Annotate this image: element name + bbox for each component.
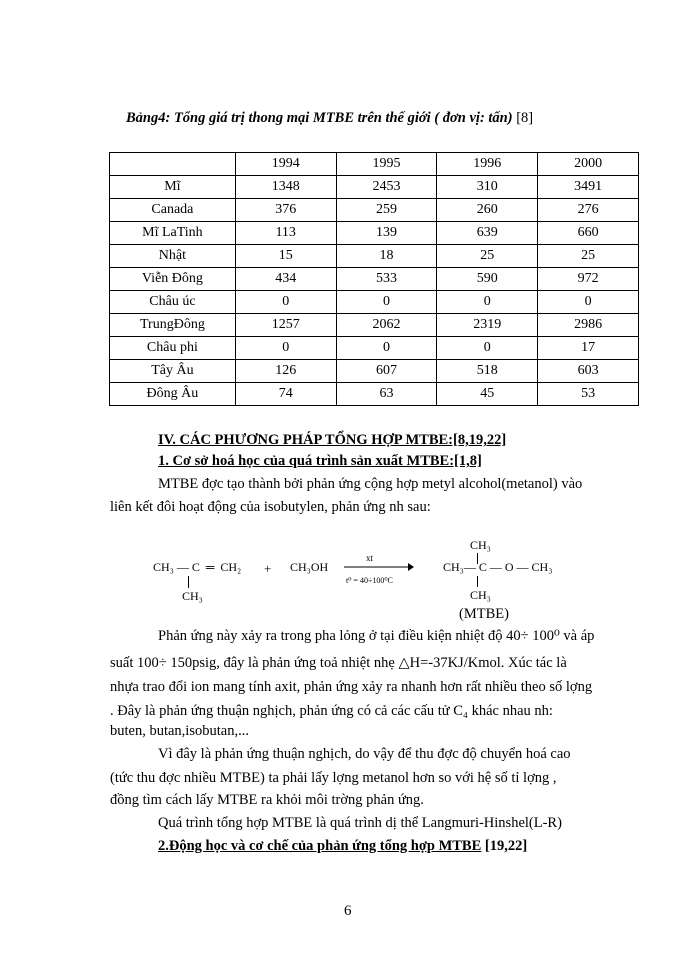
table-cell: 126 [235,360,336,383]
reactant-bond-line [188,576,189,588]
paragraph-2-line-1: Phản ứng này xảy ra trong pha lỏng ở tại điều kiện nhiệt độ 40÷ 100⁰ và áp [158,628,595,644]
table-cell: 533 [336,268,437,291]
product-methyl-bottom: CH₃ [470,588,491,602]
table-row-label: Canada [110,199,236,222]
table-cell: 639 [437,222,538,245]
table-row-label: Đông Âu [110,383,236,406]
reactant-methyl: CH₃ [182,589,203,603]
table-header-cell: 1995 [336,153,437,176]
plus-sign: + [264,561,272,576]
table-cell: 590 [437,268,538,291]
paragraph-3-line-3: đồng tìm cách lấy MTBE ra khỏi môi trờng phản ứng. [110,792,424,808]
table-cell: 660 [538,222,639,245]
table-header-cell: 1996 [437,153,538,176]
table-row-label: TrungĐông [110,314,236,337]
catalyst-label: xt [366,553,374,563]
table-row [110,245,639,268]
reactant-left: CH₃ — C [153,560,200,574]
table-cell: 17 [538,337,639,360]
table-cell: 0 [235,337,336,360]
double-bond: ═ [202,560,218,574]
table-cell: 434 [235,268,336,291]
subheading-kinetics-title: 2.Động học và cơ chế của phản ứng tổng hợp MTBE [158,838,482,854]
table-row [110,337,639,360]
paragraph-1-line-2: liên kết đôi hoạt động của isobutylen, phản ứng nh sau: [110,499,431,515]
reaction-condition: t⁰ = 40÷100⁰C [346,576,393,585]
table-cell: 1257 [235,314,336,337]
table-row [110,383,639,406]
table-cell: 139 [336,222,437,245]
table-row-label: Viễn Đông [110,268,236,291]
table-row [110,291,639,314]
table-row [110,199,639,222]
table-row-label: Châu úc [110,291,236,314]
reactant-methanol: CH₃OH [290,560,329,574]
table-cell: 607 [336,360,437,383]
reactant-isobutylene [153,560,241,575]
table-cell: 2986 [538,314,639,337]
table-cell: 63 [336,383,437,406]
subheading-kinetics [158,838,527,855]
table-row-label: Nhật [110,245,236,268]
table-cell: 25 [538,245,639,268]
paragraph-4: Quá trình tổng hợp MTBE là quá trình dị thể Langmuri-Hinshel(L-R) [158,815,562,831]
paragraph-2-line-5: buten, butan,isobutan,... [110,723,249,739]
table-cell: 0 [336,291,437,314]
table-row [110,360,639,383]
table-row-label: Châu phi [110,337,236,360]
mtbe-trade-table [109,152,639,406]
table-cell: 259 [336,199,437,222]
table-cell: 0 [437,337,538,360]
table-cell: 972 [538,268,639,291]
table-cell: 25 [437,245,538,268]
table-caption [126,110,533,127]
table-cell: 260 [437,199,538,222]
table-cell: 376 [235,199,336,222]
subheading-chemistry: 1. Cơ sở hoá học của quá trình sản xuất MTBE:[1,8] [158,453,482,469]
table-corner-cell [110,153,236,176]
table-row-label: Mĩ LaTinh [110,222,236,245]
paragraph-2-line-4: . Đây là phản ứng thuận nghịch, phản ứng có cả các cấu tử C₄ khác nhau nh: [110,703,553,719]
paragraph-3-line-1: Vì đây là phản ứng thuận nghịch, do vậy để thu đợc độ chuyển hoá cao [158,746,571,762]
table-cell: 2062 [336,314,437,337]
table-cell: 53 [538,383,639,406]
table-cell: 0 [235,291,336,314]
table-row [110,176,639,199]
table-cell: 0 [437,291,538,314]
subheading-kinetics-ref: [19,22] [484,838,528,854]
paragraph-2-line-3: nhựa trao đổi ion mang tính axit, phản ứng xảy ra nhanh hơn rất nhiều theo số lợng [110,679,593,695]
table-header-cell: 1994 [235,153,336,176]
table-cell: 0 [538,291,639,314]
product-mtbe-formula: CH₃— C — O — CH₃ [443,560,553,574]
table-row-label: Mĩ [110,176,236,199]
table-cell: 1348 [235,176,336,199]
table-row [110,314,639,337]
reaction-arrow-icon [344,562,414,572]
section-heading: IV. CÁC PHƯƠNG PHÁP TỔNG HỢP MTBE:[8,19,22] [158,432,507,448]
product-name: (MTBE) [459,606,509,622]
paragraph-3-line-2: (tức thu đợc nhiều MTBE) ta phải lấy lợng metanol hơn so với hệ số tỉ lợng , [110,770,557,786]
paragraph-1-line-1: MTBE đợc tạo thành bởi phản ứng cộng hợp metyl alcohol(metanol) vào [158,476,583,492]
caption-title: Bảng4: Tổng giá trị thong mại MTBE trên thế giới ( đơn vị: tấn) [126,110,513,126]
table-cell: 45 [437,383,538,406]
table-cell: 3491 [538,176,639,199]
table-row-label: Tây Âu [110,360,236,383]
reactant-right: CH₂ [220,560,242,574]
table-cell: 74 [235,383,336,406]
product-methyl-top: CH₃ [470,538,491,552]
table-cell: 2453 [336,176,437,199]
table-cell: 310 [437,176,538,199]
table-row [110,268,639,291]
table-cell: 15 [235,245,336,268]
table-cell: 18 [336,245,437,268]
table-header-cell: 2000 [538,153,639,176]
table-cell: 276 [538,199,639,222]
caption-ref: [8] [516,110,534,126]
table-cell: 113 [235,222,336,245]
paragraph-2-line-2: suất 100÷ 150psig, đây là phản ứng toả nhiệt nhẹ △H=-37KJ/Kmol. Xúc tác là [110,655,567,671]
product-bond-bottom [477,576,478,587]
table-cell: 603 [538,360,639,383]
table-cell: 2319 [437,314,538,337]
table-header-row [110,153,639,176]
table-cell: 0 [336,337,437,360]
table-cell: 518 [437,360,538,383]
page-number: 6 [344,903,352,919]
table-row [110,222,639,245]
